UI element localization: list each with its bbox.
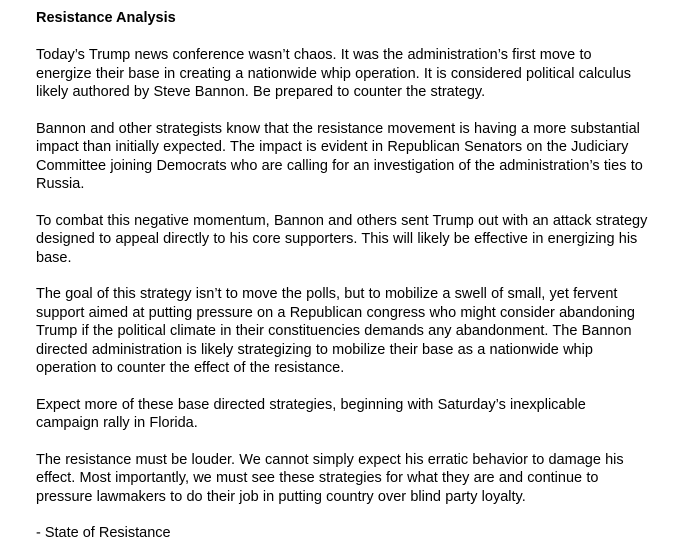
paragraph-call-to-action: The resistance must be louder. We cannot simply expect his erratic behavior to damage his effect. Most importantly, we must see these strategies for what they are and continue to pressure lawmakers to do their job in putting country over blind party loyalty. (36, 451, 624, 505)
paragraph-attack-strategy: To combat this negative momentum, Bannon and others sent Trump out with an attack strategy designed to appeal directly to his core supporters. This will likely be effective in energizing his base. (36, 212, 648, 266)
document-title: Resistance Analysis (36, 10, 176, 26)
paragraph-expectation: Expect more of these base directed strategies, beginning with Saturday’s inexplicable campaign rally in Florida. (36, 396, 586, 431)
paragraph-intro: Today’s Trump news conference wasn’t chaos. It was the administration’s first move to energize their base in creating a nationwide whip operation. It is considered political calculus likely authored by Steve Bannon. Be prepared to counter the strategy. (36, 47, 632, 100)
signature: - State of Resistance (36, 525, 171, 541)
paragraph-resistance-impact: Bannon and other strategists know that the resistance movement is having a more substantial impact than initially expected. The impact is evident in Republican Senators on the Judiciary Committee joining Democrats who are calling for an investigation of the administration’s ties to Russia. (36, 120, 643, 192)
paragraph-strategy-goal: The goal of this strategy isn’t to move the polls, but to mobilize a swell of small, yet fervent support aimed at putting pressure on a Republican congress who might consider abandoning Trump if the political climate in their constituencies demands any abandonment. The Bannon directed administration is likely strategizing to mobilize their base as a nationwide whip operation to counter the effect of the resistance. (36, 286, 635, 376)
